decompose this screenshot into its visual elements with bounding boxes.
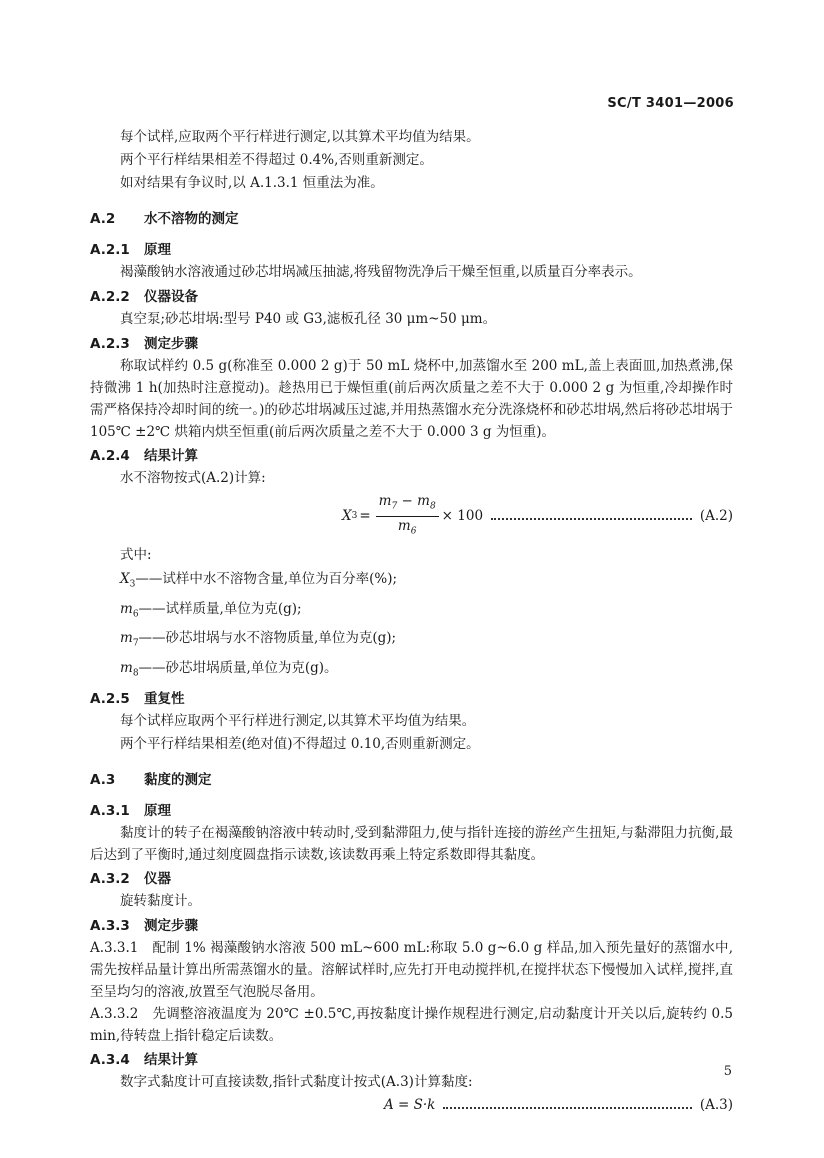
eq-lhs-sub: 3	[351, 511, 358, 521]
def-symbol: X	[120, 571, 130, 587]
subsection-number: A.3.1	[90, 802, 130, 819]
section-title: 水不溶物的测定	[144, 211, 239, 227]
def-symbol-sub: 8	[132, 668, 139, 679]
subsection-title: 重复性	[144, 690, 185, 707]
intro-line-2: 两个平行样结果相差不得超过 0.4%,否则重新测定。	[120, 152, 433, 168]
subsection-number: A.2.5	[90, 690, 130, 707]
subsection-heading-a24	[90, 445, 733, 467]
repeatability-line-1: 每个试样应取两个平行样进行测定,以其算术平均值为结果。	[120, 712, 476, 729]
subsection-title: 仪器设备	[144, 289, 198, 305]
subsection-title: 原理	[144, 802, 171, 819]
subsection-number: A.2.1	[90, 242, 130, 258]
subsection-number: A.2.3	[90, 336, 130, 352]
def-symbol: m	[120, 630, 133, 647]
section-heading-a2	[90, 208, 733, 230]
section-title: 黏度的测定	[144, 771, 212, 788]
leader-dots	[443, 1107, 691, 1109]
eq-minus: −	[401, 492, 413, 509]
subsection-heading-a33	[90, 915, 733, 937]
def-symbol: m	[120, 660, 133, 677]
intro-line-1: 每个试样,应取两个平行样进行测定,以其算术平均值为结果。	[120, 129, 480, 145]
leader-dots	[491, 518, 692, 520]
subsection-heading-a25	[90, 688, 733, 710]
subsection-title: 测定步骤	[144, 336, 198, 352]
equation-label: (A.3)	[699, 1096, 733, 1113]
equation-a2	[90, 492, 733, 537]
repeatability-line-2: 两个平行样结果相差(绝对值)不得超过 0.10,否则重新测定。	[120, 735, 480, 752]
subsection-heading-a21	[90, 239, 733, 261]
subsection-title: 结果计算	[144, 1051, 198, 1068]
section-number: A.3	[90, 771, 116, 788]
def-text: ——砂芯坩埚与水不溶物质量,单位为克(g);	[138, 630, 397, 647]
eq-den-sub: 6	[410, 526, 417, 537]
procedure-step-2	[90, 1003, 733, 1047]
subsection-number: A.3.4	[90, 1051, 130, 1068]
def-text: ——试样中水不溶物含量,单位为百分率(%);	[135, 571, 398, 587]
def-symbol-sub: 3	[129, 579, 136, 590]
subsection-number: A.2.2	[90, 289, 130, 305]
eq-denominator	[398, 517, 417, 541]
subsection-heading-a23	[90, 333, 733, 355]
equation-body: A = S·k	[384, 1096, 436, 1113]
def-text: ——试样质量,单位为克(g);	[138, 600, 302, 617]
definition-item	[90, 626, 733, 656]
def-symbol: m	[120, 600, 133, 617]
step-text: 先调整溶液温度为 20℃ ±0.5℃,再按黏度计操作规程进行测定,启动黏度计开关以后,旋转约 0.5 min,待转盘上指针稳定后读数。	[90, 1005, 733, 1044]
def-symbol-sub: 6	[132, 609, 139, 620]
equipment-text: 真空泵;砂芯坩埚:型号 P40 或 G3,滤板孔径 30 μm~50 μm。	[120, 311, 497, 327]
equation-a3	[90, 1094, 733, 1116]
intro-line-3: 如对结果有争议时,以 A.1.3.1 恒重法为准。	[120, 175, 384, 191]
page-content	[90, 126, 733, 1116]
subsection-heading-a34	[90, 1049, 733, 1071]
eq-den: m	[397, 517, 411, 534]
equation-label: (A.2)	[699, 508, 733, 524]
viscosity-principle-text: 黏度计的转子在褐藻酸钠溶液中转动时,受到黏滞阻力,使与指针连接的游丝产生扭矩,与黏滞阻力抗衡,最后达到了平衡时,通过刻度圆盘指示读数,该读数再乘上特定系数即得其黏度。	[90, 824, 733, 863]
section-number: A.2	[90, 211, 116, 227]
step-number: A.3.3.1	[90, 939, 139, 956]
section-heading-a3	[90, 769, 733, 791]
subsection-number: A.2.4	[90, 448, 130, 464]
equation-body	[342, 492, 483, 540]
eq-num-b: m	[417, 492, 430, 509]
principle-text: 褐藻酸钠水溶液通过砂芯坩埚减压抽滤,将残留物洗净后干燥至恒重,以质量百分率表示。	[120, 264, 642, 280]
subsection-title: 仪器	[144, 870, 171, 887]
eq-num-b-sub: 8	[429, 501, 436, 512]
eq-num-a: m	[378, 492, 392, 509]
subsection-title: 结果计算	[144, 448, 198, 464]
variable-definitions	[90, 567, 733, 686]
subsection-number: A.3.3	[90, 917, 130, 934]
definition-item	[90, 567, 733, 597]
definition-item	[90, 656, 733, 686]
step-number: A.3.3.2	[90, 1005, 139, 1022]
viscosity-calc-intro: 数字式黏度计可直接读数,指针式黏度计按式(A.3)计算黏度:	[120, 1073, 473, 1090]
subsection-heading-a32	[90, 868, 733, 890]
step-text: 配制 1% 褐藻酸钠水溶液 500 mL~600 mL:称取 5.0 g~6.0 g 样品,加入预先量好的蒸馏水中,需先按样品量计算出所需蒸馏水的量。溶解试样时,应先打开电动搅拌机,在搅拌状态下慢慢加入试样,搅拌,直至呈均匀的溶液,放置至气泡脱尽备用。	[90, 939, 733, 1000]
eq-num-a-sub: 7	[391, 501, 398, 512]
procedure-step-1	[90, 937, 733, 1003]
eq-numerator	[376, 492, 439, 517]
subsection-title: 原理	[144, 242, 171, 258]
subsection-title: 测定步骤	[144, 917, 198, 934]
procedure-text: 称取试样约 0.5 g(称准至 0.000 2 g)于 50 mL 烧杯中,加蒸馏水至 200 mL,盖上表面皿,加热煮沸,保持微沸 1 h(加热时注意搅动)。趁热用已于燥恒重(前后两次质量之差不大于 0.000 2 g 为恒重,冷却操作时需严格保持冷却时间的统一。)的砂芯坩埚减压过滤,并用热蒸馏水充分洗涤烧杯和砂芯坩埚,然后将砂芯坩埚于 105℃ ±2℃ 烘箱内烘至恒重(前后两次质量之差不大于 0.000 3 g 为恒重)。	[90, 358, 733, 440]
definition-item	[90, 597, 733, 627]
page-number: 5	[723, 1064, 732, 1079]
subsection-number: A.3.2	[90, 870, 130, 887]
def-symbol-sub: 7	[132, 639, 139, 650]
eq-equals: =	[359, 508, 371, 524]
where-label: 式中:	[120, 547, 152, 563]
def-text: ——砂芯坩埚质量,单位为克(g)。	[138, 660, 338, 677]
standard-code: SC/T 3401—2006	[607, 96, 734, 111]
eq-lhs: X	[342, 508, 352, 524]
instrument-text: 旋转黏度计。	[120, 892, 201, 909]
subsection-heading-a31	[90, 800, 733, 822]
eq-fraction	[376, 492, 439, 540]
eq-times: × 100	[441, 508, 484, 524]
subsection-heading-a22	[90, 286, 733, 308]
calculation-intro: 水不溶物按式(A.2)计算:	[120, 470, 266, 486]
